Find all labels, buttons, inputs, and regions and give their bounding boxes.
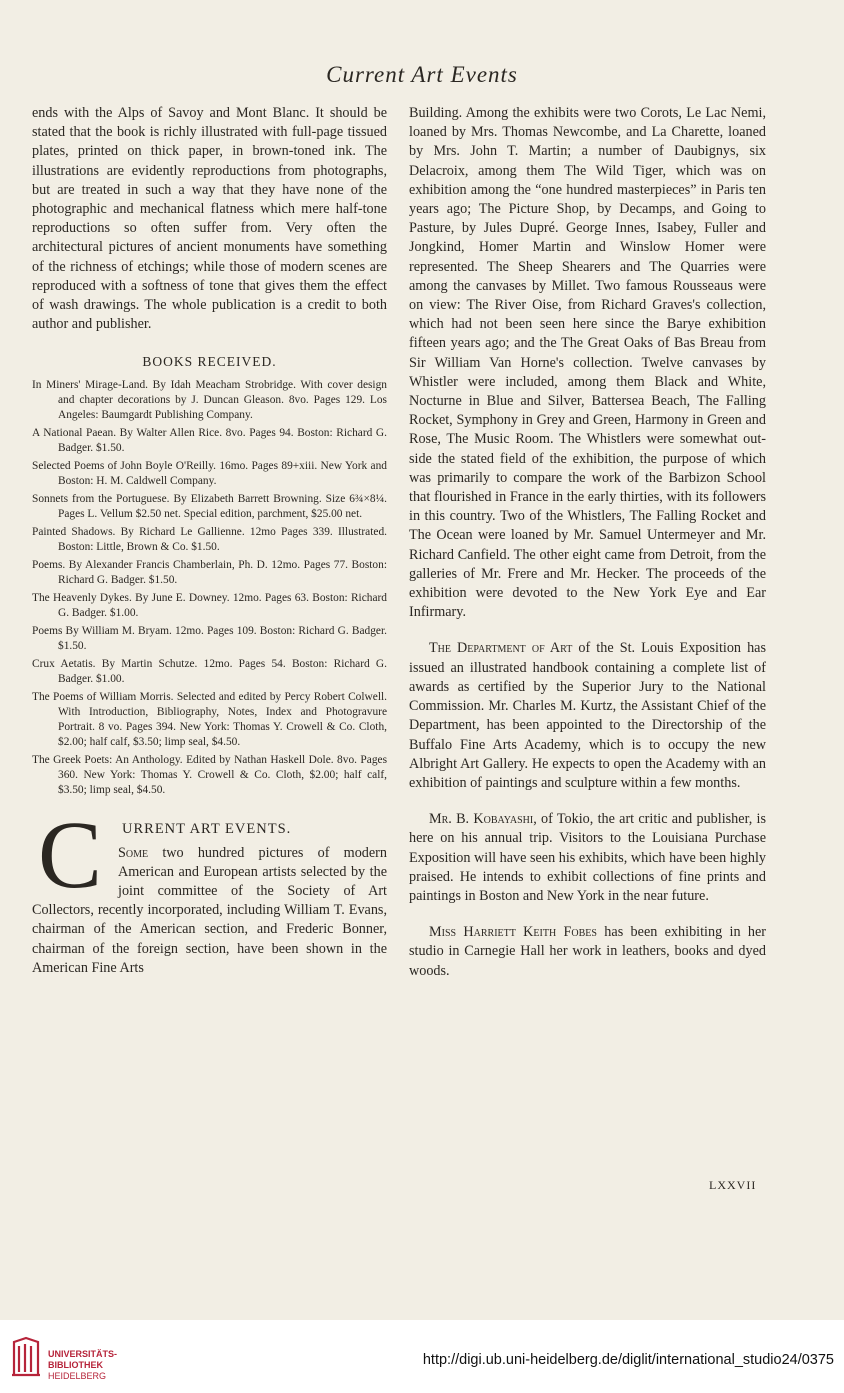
book-entry: Selected Poems of John Boyle O'Reilly. 16mo. Pages 89+xiii. New York and Boston: H. M. Caldwell Company. bbox=[32, 459, 387, 487]
books-received-heading: BOOKS RECEIVED. bbox=[142, 354, 277, 370]
book-entry: A National Paean. By Walter Allen Rice. 8vo. Pages 94. Boston: Richard G. Badger. $1.50. bbox=[32, 426, 387, 454]
library-line: HEIDELBERG bbox=[48, 1371, 107, 1381]
book-entry: Crux Aetatis. By Martin Schutze. 12mo. Pages 54. Boston: Richard G. Badger. $1.00. bbox=[32, 657, 387, 685]
source-url-link[interactable]: http://digi.ub.uni-heidelberg.de/diglit/international_studio24/0375 bbox=[422, 1352, 834, 1368]
intro-paragraph: ends with the Alps of Savoy and Mont Blanc. It should be stated that the book is richly illustrated with full-page tissued plates, printed on thick paper, in brown-toned ink. The illustrations are evidently reproductions from photographs, but are treated in such a way that they have none of the photographic and mechanical flatness which mere half-tone reproductions so often suffer from. Very often the architectural pictures of ancient monuments have something of the richness of etchings; while those of modern scenes are reproduced with a softness of tone that gives them the effect of wash drawings. The whole publication is a credit to both author and publisher. bbox=[32, 105, 387, 333]
book-entry: Poems. By Alexander Francis Chamberlain, Ph. D. 12mo. Pages 77. Boston: Richard G. Badger. $1.50. bbox=[32, 558, 387, 586]
paragraph-text: Building. Among the exhibits were two Corots, Le Lac Nemi, loaned by Mrs. Thomas Newcombe, and La Charette, loaned by Mrs. John T. Martin; a number of Daubignys, six Delacroix, among them The Wild Tiger, which was on exhibition among the “one hundred masterpieces” in Paris ten years ago; The Picture Shop, by Decamps, and Going to Pasture, by Jules Dupré. George Innes, Isabey, Fuller and Jongkind, Homer Martin and Winslow Homer were represented. The Sheep Shearers and The Quarries were among the canvases by Millet. Two famous Rousseaus were on view: The River Oise, from Richard Graves's collection, which had not been seen here since the Barye exhibition fifteen years ago; and the The Great Oaks of Bas Breau from Sir William Van Horne's collection. Twelve canvases by Whistler were included, among them Black and White, Nocturne in Blue and Silver, Battersea Beach, The Falling Rocket, Symphony in Grey and Green, Harmony in Green and Rose, The Music Room. The Whistlers were somewhat outside the stated field of the exhibition, the purpose of which was primarily to compare the work of the Barbizon School that flourished in France in the early thirties, with its followers in this country. Two of the Whistlers, The Falling Rocket and The Ocean were loaned by Mr. Samuel Untermeyer and Mr. Richard Canfield. The other eight came from Detroit, from the galleries of Mr. Frere and Mr. Hecker. The proceeds of the exhibition were devoted to the New York Eye and Ear Infirmary. bbox=[409, 105, 766, 621]
library-line: UNIVERSITÄTS- bbox=[48, 1349, 118, 1359]
exhibition-paragraph bbox=[409, 104, 766, 622]
book-entry: The Poems of William Morris. Selected and edited by Percy Robert Colwell. With Introduction, Bibliography, Notes, Index and Photogravure Portrait. 8 vo. Pages 394. New York: Thomas Y. Crowell & Co. Cloth, $2.00; half calf, $3.50; limp seal, $4.50. bbox=[32, 690, 387, 748]
kobayashi-paragraph bbox=[409, 810, 766, 906]
drop-cap: C bbox=[37, 800, 103, 908]
paragraph-lead: Mr. B. Kobayashi, bbox=[429, 811, 537, 828]
left-column bbox=[32, 104, 387, 978]
paragraph-lead: The Department of Art bbox=[429, 640, 573, 657]
book-entry: The Heavenly Dykes. By June E. Downey. 12mo. Pages 63. Boston: Richard G. Badger. $1.00. bbox=[32, 591, 387, 619]
page-folio: LXXVII bbox=[709, 1178, 757, 1192]
book-entry: Sonnets from the Portuguese. By Elizabeth Barrett Browning. Size 6¾×8¼. Pages L. Vellum $2.50 net. Special edition, parchment, $25.00 net. bbox=[32, 492, 387, 520]
running-head: Current Art Events bbox=[326, 62, 518, 87]
books-received-list bbox=[32, 378, 387, 798]
book-entry: Painted Shadows. By Richard Le Gallienne. 12mo Pages 339. Illustrated. Boston: Little, Brown & Co. $1.50. bbox=[32, 525, 387, 553]
library-logo-icon bbox=[10, 1334, 42, 1378]
right-column bbox=[409, 104, 766, 981]
fobes-paragraph bbox=[409, 923, 766, 981]
paragraph-text: has been exhibiting in her studio in Carnegie Hall her work in leathers, books and dyed woods. bbox=[409, 924, 766, 979]
library-footer bbox=[0, 1320, 844, 1393]
paragraph-lead: Miss Harriett Keith Fobes bbox=[429, 924, 597, 941]
library-line: BIBLIOTHEK bbox=[48, 1360, 103, 1370]
book-entry: Poems By William M. Bryam. 12mo. Pages 109. Boston: Richard G. Badger. $1.50. bbox=[32, 624, 387, 652]
current-art-events-headline: URRENT ART EVENTS. bbox=[122, 820, 292, 837]
book-entry: In Miners' Mirage-Land. By Idah Meacham Strobridge. With cover design and chapter decorations by J. Duncan Gleason. 8vo. Pages 129. Los Angeles: Baumgardt Publishing Company. bbox=[32, 378, 387, 421]
intro-text: two hundred pictures of modern American and European artists selected by the joint committee of the Society of Art Collectors, recently incorporated, including William T. Evans, chairman of the American section, and Frederic Bonner, chairman of the foreign section, have been shown in the American Fine Arts bbox=[32, 844, 387, 976]
paragraph-text: of the St. Louis Exposition has issued an illustrated handbook containing a complete list of awards as certified by the Superior Jury to the National Commission. Mr. Charles M. Kurtz, the Assistant Chief of the Department, has been appointed to the Directorship of the Buffalo Fine Arts Academy, which is to occupy the new Albright Art Gallery. He expects to open the Academy with an exhibition of paintings and sculpture within a few months. bbox=[409, 640, 766, 791]
book-entry: The Greek Poets: An Anthology. Edited by Nathan Haskell Dole. 8vo. Pages 360. New York: Thomas Y. Crowell & Co. Cloth, $2.00; half calf, $3.50; limp seal, $4.50. bbox=[32, 753, 387, 796]
library-name bbox=[48, 1349, 117, 1382]
department-of-art-paragraph bbox=[409, 639, 766, 793]
paragraph-text: of Tokio, the art critic and publisher, is here on his annual trip. Visitors to the Louisiana Purchase Exposition will have seen his exhibits, which have been highly praised. He intends to exhibit collections of fine prints and paintings in Boston and New York in the near future. bbox=[409, 811, 766, 904]
intro-lead: Some bbox=[118, 844, 149, 861]
